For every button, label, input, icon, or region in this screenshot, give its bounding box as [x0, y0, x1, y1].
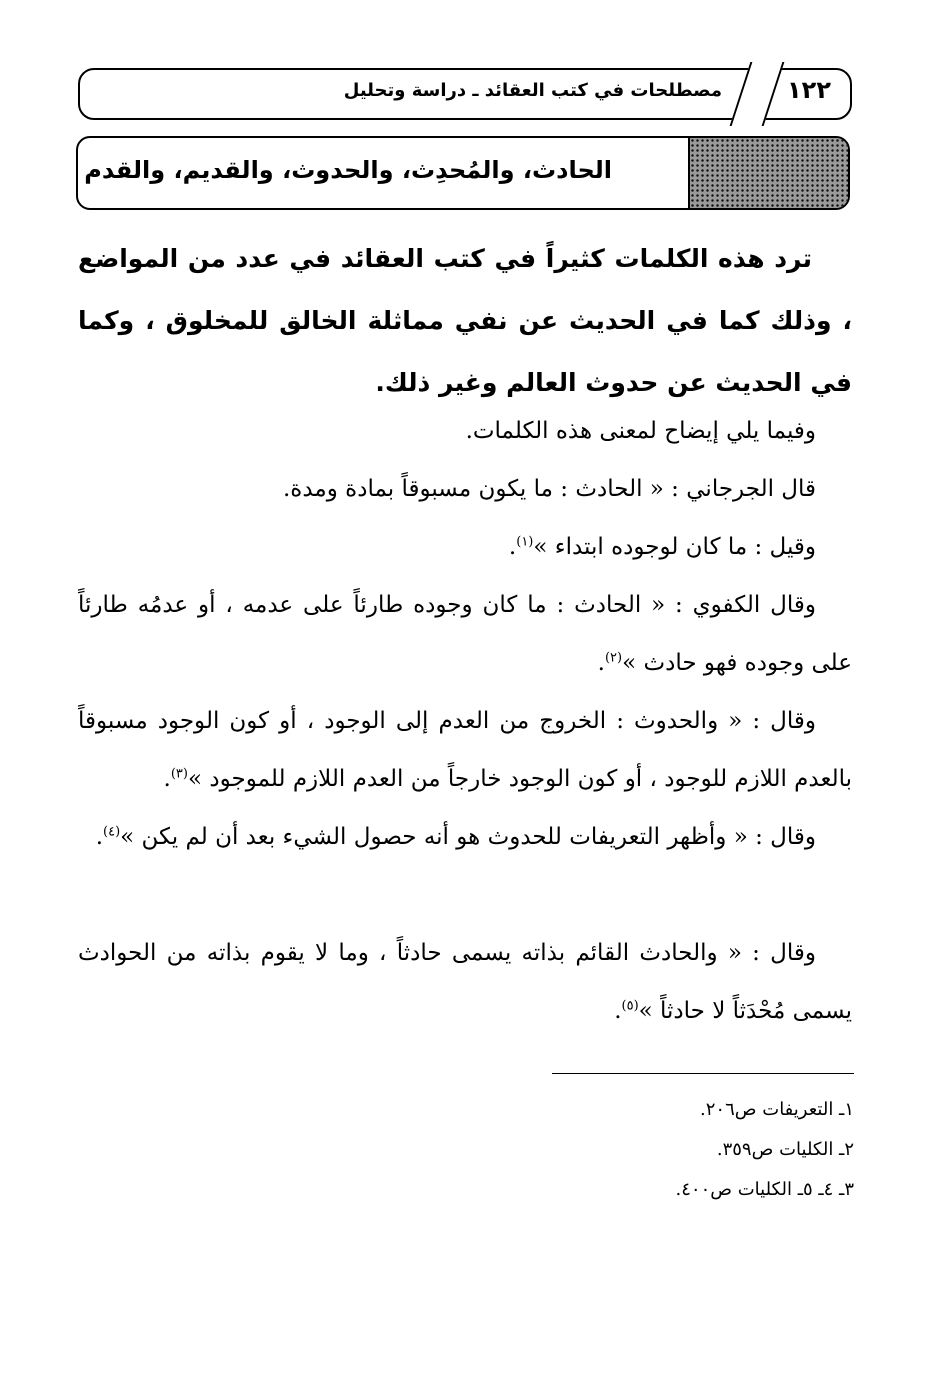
page-number: ١٢٢ [787, 76, 831, 104]
footnotes [154, 1090, 854, 1210]
section-title: الحادث، والمُحدِث، والحدوث، والقديم، والقدم [84, 156, 612, 184]
paragraph-6: وقال : « وأظهر التعريفات للحدوث هو أنه حصول الشيء بعد أن لم يكن »$^{(٤)}$. [95, 824, 816, 850]
intro-paragraph: ترد هذه الكلمات كثيراً في كتب العقائد في عدد من المواضع ، وذلك كما في الحديث عن نفي مماثلة الخالق للمخلوق ، وكما في الحديث عن حدوث العالم وغير ذلك. [78, 244, 852, 397]
footnote-ref-5: (٥) [621, 998, 639, 1014]
footnote-ref-2: (٢) [604, 650, 623, 666]
footnote-ref-1: (١) [516, 534, 534, 550]
footnote-2: ٢ـ الكليات ص٣٥٩. [716, 1139, 854, 1160]
paragraph-1: وفيما يلي إيضاح لمعنى هذه الكلمات. [465, 418, 816, 444]
running-title: مصطلحات في كتب العقائد ـ دراسة وتحليل [343, 80, 722, 101]
paragraph-3: وقيل : ما كان لوجوده ابتداء »$^{(١)}$. [508, 534, 816, 560]
footnote-1: ١ـ التعريفات ص٢٠٦. [700, 1099, 854, 1120]
footnote-3: ٣ـ ٤ـ ٥ـ الكليات ص٤٠٠. [675, 1179, 854, 1200]
paragraph-7: وقال : « والحادث القائم بذاته يسمى حادثاً ، وما لا يقوم بذاته من الحوادث يسمى مُحْدَثاً لا حادثاً »$^{(٥)}$. [78, 940, 852, 1024]
decorative-pattern [688, 138, 848, 208]
paragraph-4: وقال الكفوي : « الحادث : ما كان وجوده طارئاً على عدمه ، أو عدمُه طارئاً على وجوده فهو حادث »$^{(٢)}$. [78, 592, 852, 676]
section-title-box [76, 136, 850, 210]
footnote-separator [552, 1073, 854, 1074]
footnote-ref-3: (٣) [170, 766, 188, 782]
paragraph-5: وقال : « والحدوث : الخروج من العدم إلى الوجود ، أو كون الوجود مسبوقاً بالعدم اللازم للوجود ، أو كون الوجود خارجاً من العدم اللازم للموجود »$^{(٣)}$. [78, 708, 852, 792]
paragraph-2: قال الجرجاني : « الحادث : ما يكون مسبوقاً بمادة ومدة. [283, 476, 816, 502]
running-header [78, 68, 852, 120]
footnote-ref-4: (٤) [103, 824, 121, 840]
